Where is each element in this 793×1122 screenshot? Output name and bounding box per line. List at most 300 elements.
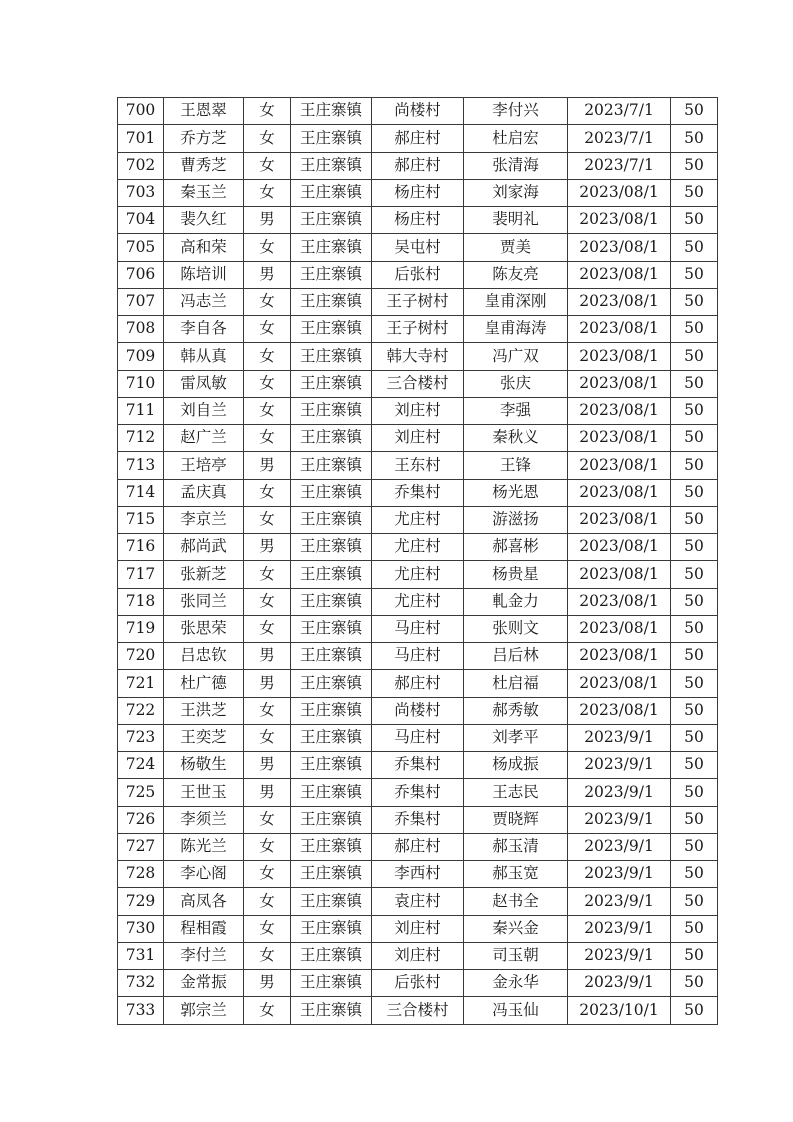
cell-name: 王培亭 <box>164 452 244 479</box>
cell-amount: 50 <box>671 970 718 997</box>
cell-date: 2023/08/1 <box>568 397 671 424</box>
cell-name: 张思荣 <box>164 615 244 642</box>
cell-contact: 軋金力 <box>464 588 568 615</box>
cell-date: 2023/7/1 <box>568 152 671 179</box>
cell-amount: 50 <box>671 288 718 315</box>
cell-amount: 50 <box>671 888 718 915</box>
table-row <box>118 479 718 506</box>
cell-town: 王庄寨镇 <box>291 234 372 261</box>
cell-date: 2023/9/1 <box>568 970 671 997</box>
cell-gender: 女 <box>244 615 291 642</box>
cell-amount: 50 <box>671 234 718 261</box>
cell-seq: 711 <box>118 397 164 424</box>
table-row <box>118 670 718 697</box>
cell-town: 王庄寨镇 <box>291 506 372 533</box>
cell-seq: 710 <box>118 370 164 397</box>
cell-amount: 50 <box>671 779 718 806</box>
table-row <box>118 970 718 997</box>
cell-contact: 皇甫海涛 <box>464 316 568 343</box>
cell-seq: 712 <box>118 425 164 452</box>
cell-town: 王庄寨镇 <box>291 207 372 234</box>
cell-amount: 50 <box>671 997 718 1024</box>
cell-village: 三合楼村 <box>372 370 464 397</box>
cell-seq: 700 <box>118 98 164 125</box>
cell-village: 韩大寺村 <box>372 343 464 370</box>
cell-amount: 50 <box>671 425 718 452</box>
cell-amount: 50 <box>671 370 718 397</box>
cell-date: 2023/08/1 <box>568 452 671 479</box>
cell-amount: 50 <box>671 207 718 234</box>
table-row <box>118 452 718 479</box>
cell-village: 马庄村 <box>372 724 464 751</box>
cell-date: 2023/08/1 <box>568 179 671 206</box>
cell-name: 秦玉兰 <box>164 179 244 206</box>
table-row <box>118 261 718 288</box>
cell-village: 尤庄村 <box>372 534 464 561</box>
cell-gender: 女 <box>244 833 291 860</box>
cell-village: 尚楼村 <box>372 697 464 724</box>
cell-town: 王庄寨镇 <box>291 534 372 561</box>
cell-town: 王庄寨镇 <box>291 779 372 806</box>
cell-contact: 陈友亮 <box>464 261 568 288</box>
cell-date: 2023/9/1 <box>568 779 671 806</box>
cell-contact: 杨贵星 <box>464 561 568 588</box>
cell-town: 王庄寨镇 <box>291 288 372 315</box>
cell-name: 杨敬生 <box>164 752 244 779</box>
cell-gender: 男 <box>244 643 291 670</box>
table-row <box>118 316 718 343</box>
cell-seq: 727 <box>118 833 164 860</box>
cell-date: 2023/10/1 <box>568 997 671 1024</box>
cell-gender: 女 <box>244 588 291 615</box>
cell-gender: 女 <box>244 888 291 915</box>
cell-amount: 50 <box>671 179 718 206</box>
cell-date: 2023/08/1 <box>568 534 671 561</box>
cell-date: 2023/08/1 <box>568 316 671 343</box>
cell-contact: 张庆 <box>464 370 568 397</box>
cell-name: 金常振 <box>164 970 244 997</box>
cell-name: 赵广兰 <box>164 425 244 452</box>
cell-date: 2023/9/1 <box>568 752 671 779</box>
table-row <box>118 125 718 152</box>
cell-contact: 郝玉宽 <box>464 861 568 888</box>
cell-contact: 杜启宏 <box>464 125 568 152</box>
cell-name: 李京兰 <box>164 506 244 533</box>
cell-town: 王庄寨镇 <box>291 697 372 724</box>
cell-gender: 女 <box>244 288 291 315</box>
cell-amount: 50 <box>671 615 718 642</box>
cell-date: 2023/7/1 <box>568 98 671 125</box>
cell-name: 李自各 <box>164 316 244 343</box>
cell-town: 王庄寨镇 <box>291 724 372 751</box>
cell-seq: 702 <box>118 152 164 179</box>
cell-town: 王庄寨镇 <box>291 861 372 888</box>
cell-amount: 50 <box>671 452 718 479</box>
cell-amount: 50 <box>671 98 718 125</box>
cell-village: 王东村 <box>372 452 464 479</box>
cell-village: 郝庄村 <box>372 125 464 152</box>
cell-date: 2023/7/1 <box>568 125 671 152</box>
table-row <box>118 534 718 561</box>
cell-town: 王庄寨镇 <box>291 942 372 969</box>
cell-amount: 50 <box>671 915 718 942</box>
cell-town: 王庄寨镇 <box>291 615 372 642</box>
cell-contact: 游滋扬 <box>464 506 568 533</box>
cell-contact: 司玉朝 <box>464 942 568 969</box>
cell-contact: 金永华 <box>464 970 568 997</box>
cell-name: 王奕芝 <box>164 724 244 751</box>
cell-contact: 郝秀敏 <box>464 697 568 724</box>
cell-name: 乔方芝 <box>164 125 244 152</box>
cell-gender: 女 <box>244 861 291 888</box>
cell-contact: 王锋 <box>464 452 568 479</box>
cell-town: 王庄寨镇 <box>291 670 372 697</box>
cell-seq: 719 <box>118 615 164 642</box>
cell-name: 张新芝 <box>164 561 244 588</box>
cell-gender: 女 <box>244 997 291 1024</box>
cell-seq: 703 <box>118 179 164 206</box>
cell-name: 张同兰 <box>164 588 244 615</box>
cell-name: 裴久红 <box>164 207 244 234</box>
cell-seq: 720 <box>118 643 164 670</box>
cell-town: 王庄寨镇 <box>291 98 372 125</box>
cell-gender: 女 <box>244 942 291 969</box>
cell-village: 马庄村 <box>372 643 464 670</box>
cell-name: 王世玉 <box>164 779 244 806</box>
cell-name: 王恩翠 <box>164 98 244 125</box>
cell-gender: 男 <box>244 752 291 779</box>
cell-contact: 刘孝平 <box>464 724 568 751</box>
cell-seq: 731 <box>118 942 164 969</box>
cell-gender: 女 <box>244 179 291 206</box>
cell-contact: 秦秋义 <box>464 425 568 452</box>
cell-amount: 50 <box>671 724 718 751</box>
cell-village: 郝庄村 <box>372 833 464 860</box>
table-row <box>118 234 718 261</box>
cell-seq: 716 <box>118 534 164 561</box>
cell-seq: 708 <box>118 316 164 343</box>
cell-gender: 女 <box>244 343 291 370</box>
table-row <box>118 615 718 642</box>
cell-amount: 50 <box>671 670 718 697</box>
roster-table-container <box>117 97 718 1025</box>
cell-village: 刘庄村 <box>372 425 464 452</box>
cell-town: 王庄寨镇 <box>291 888 372 915</box>
cell-contact: 冯玉仙 <box>464 997 568 1024</box>
table-row <box>118 506 718 533</box>
cell-seq: 725 <box>118 779 164 806</box>
cell-name: 刘自兰 <box>164 397 244 424</box>
cell-name: 冯志兰 <box>164 288 244 315</box>
cell-village: 刘庄村 <box>372 397 464 424</box>
cell-town: 王庄寨镇 <box>291 397 372 424</box>
cell-contact: 郝玉清 <box>464 833 568 860</box>
cell-town: 王庄寨镇 <box>291 316 372 343</box>
table-row <box>118 752 718 779</box>
table-row <box>118 588 718 615</box>
cell-gender: 男 <box>244 452 291 479</box>
cell-date: 2023/08/1 <box>568 425 671 452</box>
cell-seq: 728 <box>118 861 164 888</box>
cell-date: 2023/08/1 <box>568 207 671 234</box>
cell-village: 乔集村 <box>372 752 464 779</box>
cell-name: 吕忠钦 <box>164 643 244 670</box>
cell-town: 王庄寨镇 <box>291 915 372 942</box>
table-row <box>118 370 718 397</box>
table-row <box>118 942 718 969</box>
cell-name: 高凤各 <box>164 888 244 915</box>
cell-date: 2023/08/1 <box>568 370 671 397</box>
cell-contact: 裴明礼 <box>464 207 568 234</box>
cell-gender: 女 <box>244 370 291 397</box>
cell-contact: 吕后林 <box>464 643 568 670</box>
table-row <box>118 643 718 670</box>
cell-village: 乔集村 <box>372 806 464 833</box>
cell-seq: 717 <box>118 561 164 588</box>
table-row <box>118 724 718 751</box>
cell-seq: 705 <box>118 234 164 261</box>
cell-name: 陈培训 <box>164 261 244 288</box>
cell-date: 2023/08/1 <box>568 261 671 288</box>
cell-seq: 718 <box>118 588 164 615</box>
cell-date: 2023/08/1 <box>568 643 671 670</box>
cell-town: 王庄寨镇 <box>291 370 372 397</box>
cell-town: 王庄寨镇 <box>291 125 372 152</box>
cell-gender: 女 <box>244 806 291 833</box>
cell-gender: 女 <box>244 724 291 751</box>
cell-contact: 张清海 <box>464 152 568 179</box>
cell-town: 王庄寨镇 <box>291 833 372 860</box>
cell-date: 2023/08/1 <box>568 234 671 261</box>
table-row <box>118 779 718 806</box>
table-row <box>118 98 718 125</box>
cell-seq: 724 <box>118 752 164 779</box>
cell-gender: 女 <box>244 125 291 152</box>
cell-village: 吴屯村 <box>372 234 464 261</box>
cell-seq: 714 <box>118 479 164 506</box>
cell-town: 王庄寨镇 <box>291 588 372 615</box>
cell-village: 王子树村 <box>372 288 464 315</box>
cell-village: 尚楼村 <box>372 98 464 125</box>
cell-amount: 50 <box>671 125 718 152</box>
cell-amount: 50 <box>671 152 718 179</box>
table-row <box>118 397 718 424</box>
cell-village: 尤庄村 <box>372 561 464 588</box>
cell-contact: 秦兴金 <box>464 915 568 942</box>
cell-contact: 杜启福 <box>464 670 568 697</box>
cell-town: 王庄寨镇 <box>291 752 372 779</box>
cell-gender: 女 <box>244 425 291 452</box>
cell-amount: 50 <box>671 588 718 615</box>
cell-amount: 50 <box>671 942 718 969</box>
cell-gender: 男 <box>244 779 291 806</box>
cell-contact: 杨光恩 <box>464 479 568 506</box>
cell-name: 韩从真 <box>164 343 244 370</box>
cell-village: 后张村 <box>372 261 464 288</box>
cell-amount: 50 <box>671 261 718 288</box>
cell-village: 三合楼村 <box>372 997 464 1024</box>
cell-date: 2023/08/1 <box>568 506 671 533</box>
cell-village: 袁庄村 <box>372 888 464 915</box>
cell-date: 2023/9/1 <box>568 915 671 942</box>
table-row <box>118 997 718 1024</box>
cell-village: 尤庄村 <box>372 588 464 615</box>
cell-seq: 723 <box>118 724 164 751</box>
cell-name: 高和荣 <box>164 234 244 261</box>
table-row <box>118 179 718 206</box>
cell-amount: 50 <box>671 833 718 860</box>
cell-town: 王庄寨镇 <box>291 643 372 670</box>
table-row <box>118 888 718 915</box>
cell-village: 刘庄村 <box>372 915 464 942</box>
cell-amount: 50 <box>671 561 718 588</box>
cell-town: 王庄寨镇 <box>291 997 372 1024</box>
table-row <box>118 288 718 315</box>
cell-amount: 50 <box>671 643 718 670</box>
cell-amount: 50 <box>671 806 718 833</box>
cell-seq: 706 <box>118 261 164 288</box>
cell-date: 2023/08/1 <box>568 670 671 697</box>
cell-village: 王子树村 <box>372 316 464 343</box>
cell-name: 程相霞 <box>164 915 244 942</box>
table-row <box>118 425 718 452</box>
cell-contact: 李强 <box>464 397 568 424</box>
cell-village: 杨庄村 <box>372 179 464 206</box>
cell-gender: 女 <box>244 479 291 506</box>
cell-town: 王庄寨镇 <box>291 425 372 452</box>
cell-name: 雷凤敏 <box>164 370 244 397</box>
cell-gender: 男 <box>244 970 291 997</box>
cell-town: 王庄寨镇 <box>291 452 372 479</box>
table-row <box>118 806 718 833</box>
cell-gender: 女 <box>244 234 291 261</box>
cell-amount: 50 <box>671 534 718 561</box>
cell-gender: 男 <box>244 207 291 234</box>
cell-date: 2023/9/1 <box>568 833 671 860</box>
cell-town: 王庄寨镇 <box>291 343 372 370</box>
cell-gender: 男 <box>244 261 291 288</box>
cell-seq: 707 <box>118 288 164 315</box>
cell-gender: 女 <box>244 915 291 942</box>
roster-table <box>117 97 718 1025</box>
cell-name: 李付兰 <box>164 942 244 969</box>
cell-seq: 721 <box>118 670 164 697</box>
cell-seq: 715 <box>118 506 164 533</box>
cell-gender: 女 <box>244 561 291 588</box>
cell-date: 2023/9/1 <box>568 724 671 751</box>
cell-seq: 726 <box>118 806 164 833</box>
table-row <box>118 561 718 588</box>
cell-date: 2023/9/1 <box>568 861 671 888</box>
cell-date: 2023/08/1 <box>568 615 671 642</box>
cell-contact: 冯广双 <box>464 343 568 370</box>
cell-town: 王庄寨镇 <box>291 561 372 588</box>
cell-amount: 50 <box>671 506 718 533</box>
cell-contact: 杨成振 <box>464 752 568 779</box>
cell-contact: 贾美 <box>464 234 568 261</box>
table-row <box>118 697 718 724</box>
cell-town: 王庄寨镇 <box>291 479 372 506</box>
cell-seq: 730 <box>118 915 164 942</box>
cell-contact: 贾晓辉 <box>464 806 568 833</box>
cell-contact: 张则文 <box>464 615 568 642</box>
table-row <box>118 152 718 179</box>
cell-village: 刘庄村 <box>372 942 464 969</box>
table-row <box>118 207 718 234</box>
cell-town: 王庄寨镇 <box>291 179 372 206</box>
cell-village: 郝庄村 <box>372 152 464 179</box>
cell-seq: 722 <box>118 697 164 724</box>
cell-village: 尤庄村 <box>372 506 464 533</box>
cell-village: 乔集村 <box>372 779 464 806</box>
cell-date: 2023/9/1 <box>568 888 671 915</box>
cell-gender: 女 <box>244 98 291 125</box>
cell-seq: 701 <box>118 125 164 152</box>
cell-date: 2023/9/1 <box>568 806 671 833</box>
cell-amount: 50 <box>671 397 718 424</box>
cell-town: 王庄寨镇 <box>291 152 372 179</box>
cell-gender: 女 <box>244 397 291 424</box>
cell-amount: 50 <box>671 316 718 343</box>
cell-town: 王庄寨镇 <box>291 806 372 833</box>
cell-gender: 女 <box>244 506 291 533</box>
cell-date: 2023/08/1 <box>568 561 671 588</box>
cell-seq: 704 <box>118 207 164 234</box>
table-row <box>118 915 718 942</box>
cell-date: 2023/08/1 <box>568 343 671 370</box>
cell-name: 李须兰 <box>164 806 244 833</box>
cell-village: 马庄村 <box>372 615 464 642</box>
cell-amount: 50 <box>671 861 718 888</box>
cell-name: 王洪芝 <box>164 697 244 724</box>
cell-gender: 男 <box>244 670 291 697</box>
cell-name: 曹秀芝 <box>164 152 244 179</box>
cell-seq: 732 <box>118 970 164 997</box>
cell-name: 李心阁 <box>164 861 244 888</box>
cell-amount: 50 <box>671 697 718 724</box>
cell-date: 2023/08/1 <box>568 288 671 315</box>
cell-seq: 729 <box>118 888 164 915</box>
cell-seq: 713 <box>118 452 164 479</box>
table-row <box>118 861 718 888</box>
cell-date: 2023/08/1 <box>568 588 671 615</box>
cell-name: 郭宗兰 <box>164 997 244 1024</box>
cell-contact: 赵书全 <box>464 888 568 915</box>
cell-date: 2023/08/1 <box>568 697 671 724</box>
cell-gender: 女 <box>244 697 291 724</box>
cell-contact: 刘家海 <box>464 179 568 206</box>
cell-contact: 王志民 <box>464 779 568 806</box>
cell-seq: 733 <box>118 997 164 1024</box>
cell-village: 后张村 <box>372 970 464 997</box>
cell-village: 杨庄村 <box>372 207 464 234</box>
cell-name: 杜广德 <box>164 670 244 697</box>
cell-name: 郝尚武 <box>164 534 244 561</box>
cell-town: 王庄寨镇 <box>291 970 372 997</box>
cell-gender: 男 <box>244 534 291 561</box>
cell-contact: 皇甫深刚 <box>464 288 568 315</box>
cell-village: 郝庄村 <box>372 670 464 697</box>
cell-gender: 女 <box>244 316 291 343</box>
cell-amount: 50 <box>671 752 718 779</box>
table-row <box>118 343 718 370</box>
cell-contact: 郝喜彬 <box>464 534 568 561</box>
cell-name: 孟庆真 <box>164 479 244 506</box>
cell-name: 陈光兰 <box>164 833 244 860</box>
table-row <box>118 833 718 860</box>
cell-amount: 50 <box>671 343 718 370</box>
cell-amount: 50 <box>671 479 718 506</box>
